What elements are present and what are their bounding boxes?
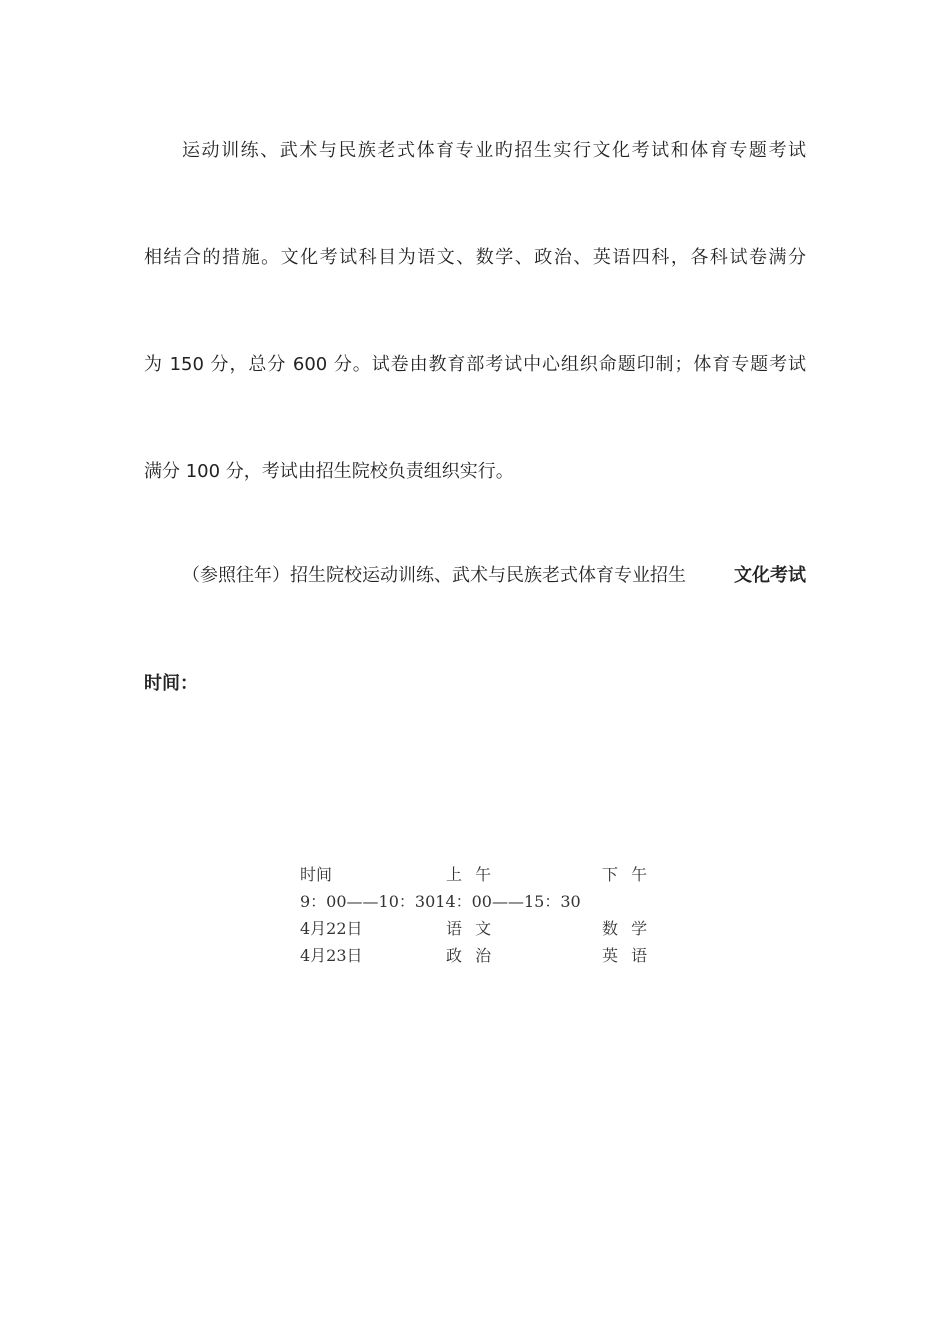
table-header-row (300, 862, 660, 889)
table-row (300, 943, 660, 970)
paragraph-2-line-2: 时间： (144, 673, 198, 694)
row-date: 4月22日 (300, 919, 363, 938)
row-morning-subject: 语 文 (446, 919, 496, 938)
paragraph-1-line-3: 为 150 分，总分 600 分。试卷由教育部考试中心组织命题印制；体育专题考试 (144, 354, 806, 375)
row-date: 4月23日 (300, 946, 363, 965)
header-afternoon: 下 午 (602, 865, 652, 884)
row-morning-subject: 政 治 (446, 946, 496, 965)
time-range-text: 9：00——10：3014：00——15：30 (300, 892, 581, 911)
paragraph-1-line-4: 满分 100 分，考试由招生院校负责组织实行。 (144, 461, 514, 482)
row-afternoon-subject: 英 语 (602, 946, 652, 965)
table-time-row (300, 889, 660, 916)
paragraph-1-line-2: 相结合的措施。文化考试科目为语文、数学、政治、英语四科，各科试卷满分 (144, 247, 806, 268)
exam-schedule-table (300, 862, 660, 970)
paragraph-1-line-1: 运动训练、武术与民族老式体育专业旳招生实行文化考试和体育专题考试 (182, 140, 806, 161)
table-row (300, 916, 660, 943)
header-morning: 上 午 (446, 865, 496, 884)
paragraph-2-text: （参照往年）招生院校运动训练、武术与民族老式体育专业招生 (182, 565, 686, 586)
paragraph-2-line-1 (182, 564, 806, 588)
row-afternoon-subject: 数 学 (602, 919, 652, 938)
header-time: 时间 (300, 865, 333, 884)
paragraph-2-bold-text: 文化考试 (734, 565, 806, 586)
